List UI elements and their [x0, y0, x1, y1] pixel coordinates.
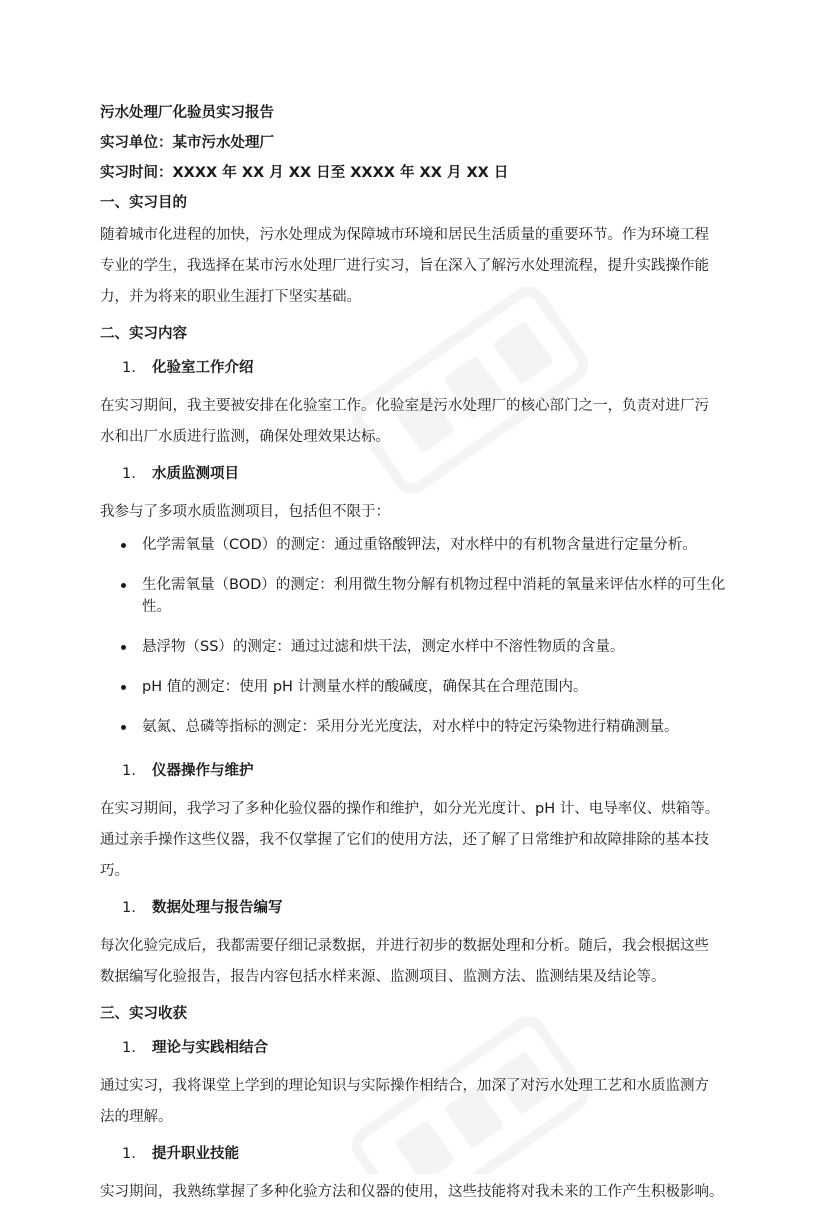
subheading-number: 1.: [122, 763, 136, 779]
list-item: [100, 636, 750, 658]
paragraph-line: 在实习期间，我主要被安排在化验室工作。化验室是污水处理厂的核心部门之一，负责对进厂污: [100, 398, 709, 414]
bullet-icon: [121, 645, 126, 650]
bullet-icon: [121, 543, 126, 548]
subheading-title: 提升职业技能: [152, 1146, 239, 1162]
paragraph-line: 随着城市化进程的加快，污水处理成为保障城市环境和居民生活质量的重要环节。作为环境工程: [100, 227, 709, 243]
bullet-icon: [121, 583, 126, 588]
paragraph-line: 通过实习，我将课堂上学到的理论知识与实际操作相结合，加深了对污水处理工艺和水质监测方: [100, 1078, 709, 1094]
bullet-icon: [121, 685, 126, 690]
paragraph-line: 水和出厂水质进行监测，确保处理效果达标。: [100, 429, 390, 445]
section-heading-gains: 三、实习收获: [100, 1006, 187, 1022]
list-item-text: 氨氮、总磷等指标的测定：采用分光光度法，对水样中的特定污染物进行精确测量。: [142, 719, 679, 735]
document-title: 污水处理厂化验员实习报告: [100, 105, 274, 121]
list-item-text: 悬浮物（SS）的测定：通过过滤和烘干法，测定水样中不溶性物质的含量。: [142, 639, 625, 655]
lab-intro-paragraph: [100, 391, 750, 453]
subheading-title: 仪器操作与维护: [152, 763, 254, 779]
monitoring-intro: 我参与了多项水质监测项目，包括但不限于：: [100, 504, 390, 520]
list-item-text: 化学需氧量（COD）的测定：通过重铬酸钾法，对水样中的有机物含量进行定量分析。: [142, 537, 697, 553]
paragraph-line: 法的理解。: [100, 1109, 173, 1125]
section-heading-purpose: 一、实习目的: [100, 195, 187, 211]
paragraph-line: 通过亲手操作这些仪器，我不仅掌握了它们的使用方法，还了解了日常维护和故障排除的基本技: [100, 832, 709, 848]
bullet-icon: [121, 725, 126, 730]
subheading-water-monitoring: [122, 459, 750, 489]
monitoring-items-list: [100, 534, 750, 738]
list-item: [100, 534, 750, 556]
instruments-paragraph: [100, 794, 750, 887]
paragraph-line: 实习期间，我熟练掌握了多种化验方法和仪器的使用，这些技能将对我未来的工作产生积极影响。: [100, 1184, 724, 1200]
subheading-title: 理论与实践相结合: [152, 1040, 268, 1056]
paragraph-line: 每次化验完成后，我都需要仔细记录数据，并进行初步的数据处理和分析。随后，我会根据这些: [100, 938, 709, 954]
subheading-number: 1.: [122, 466, 136, 482]
purpose-paragraph: [100, 220, 750, 313]
list-item-text: 生化需氧量（BOD）的测定：利用微生物分解有机物过程中消耗的氧量来评估水样的可生化性。: [142, 577, 726, 615]
theory-practice-paragraph: [100, 1071, 750, 1133]
list-item-text: pH 值的测定：使用 pH 计测量水样的酸碱度，确保其在合理范围内。: [142, 679, 588, 695]
subheading-title: 化验室工作介绍: [152, 360, 254, 376]
paragraph-line: 专业的学生，我选择在某市污水处理厂进行实习，旨在深入了解污水处理流程，提升实践操作能: [100, 258, 709, 274]
paragraph-line: 在实习期间，我学习了多种化验仪器的操作和维护，如分光光度计、pH 计、电导率仪、烘箱等。: [100, 801, 720, 817]
list-item: [100, 716, 750, 738]
section-heading-content: 二、实习内容: [100, 326, 187, 342]
data-processing-paragraph: [100, 931, 750, 993]
subheading-title: 水质监测项目: [152, 466, 239, 482]
paragraph-line: 数据编写化验报告，报告内容包括水样来源、监测项目、监测方法、监测结果及结论等。: [100, 969, 666, 985]
subheading-title: 数据处理与报告编写: [152, 900, 283, 916]
subheading-instruments: [122, 756, 750, 786]
paragraph-line: 力，并为将来的职业生涯打下坚实基础。: [100, 289, 361, 305]
document-page: [100, 98, 750, 1214]
subheading-number: 1.: [122, 360, 136, 376]
list-item: [100, 574, 750, 618]
paragraph-line: 巧。: [100, 863, 129, 879]
skills-paragraph: [100, 1177, 750, 1208]
internship-unit: 实习单位：某市污水处理厂: [100, 135, 274, 151]
subheading-number: 1.: [122, 1146, 136, 1162]
subheading-number: 1.: [122, 900, 136, 916]
subheading-lab-intro: [122, 353, 750, 383]
subheading-theory-practice: [122, 1033, 750, 1063]
subheading-data-processing: [122, 893, 750, 923]
subheading-skills: [122, 1139, 750, 1169]
list-item: [100, 676, 750, 698]
subheading-number: 1.: [122, 1040, 136, 1056]
internship-time: 实习时间：XXXX 年 XX 月 XX 日至 XXXX 年 XX 月 XX 日: [100, 165, 509, 181]
